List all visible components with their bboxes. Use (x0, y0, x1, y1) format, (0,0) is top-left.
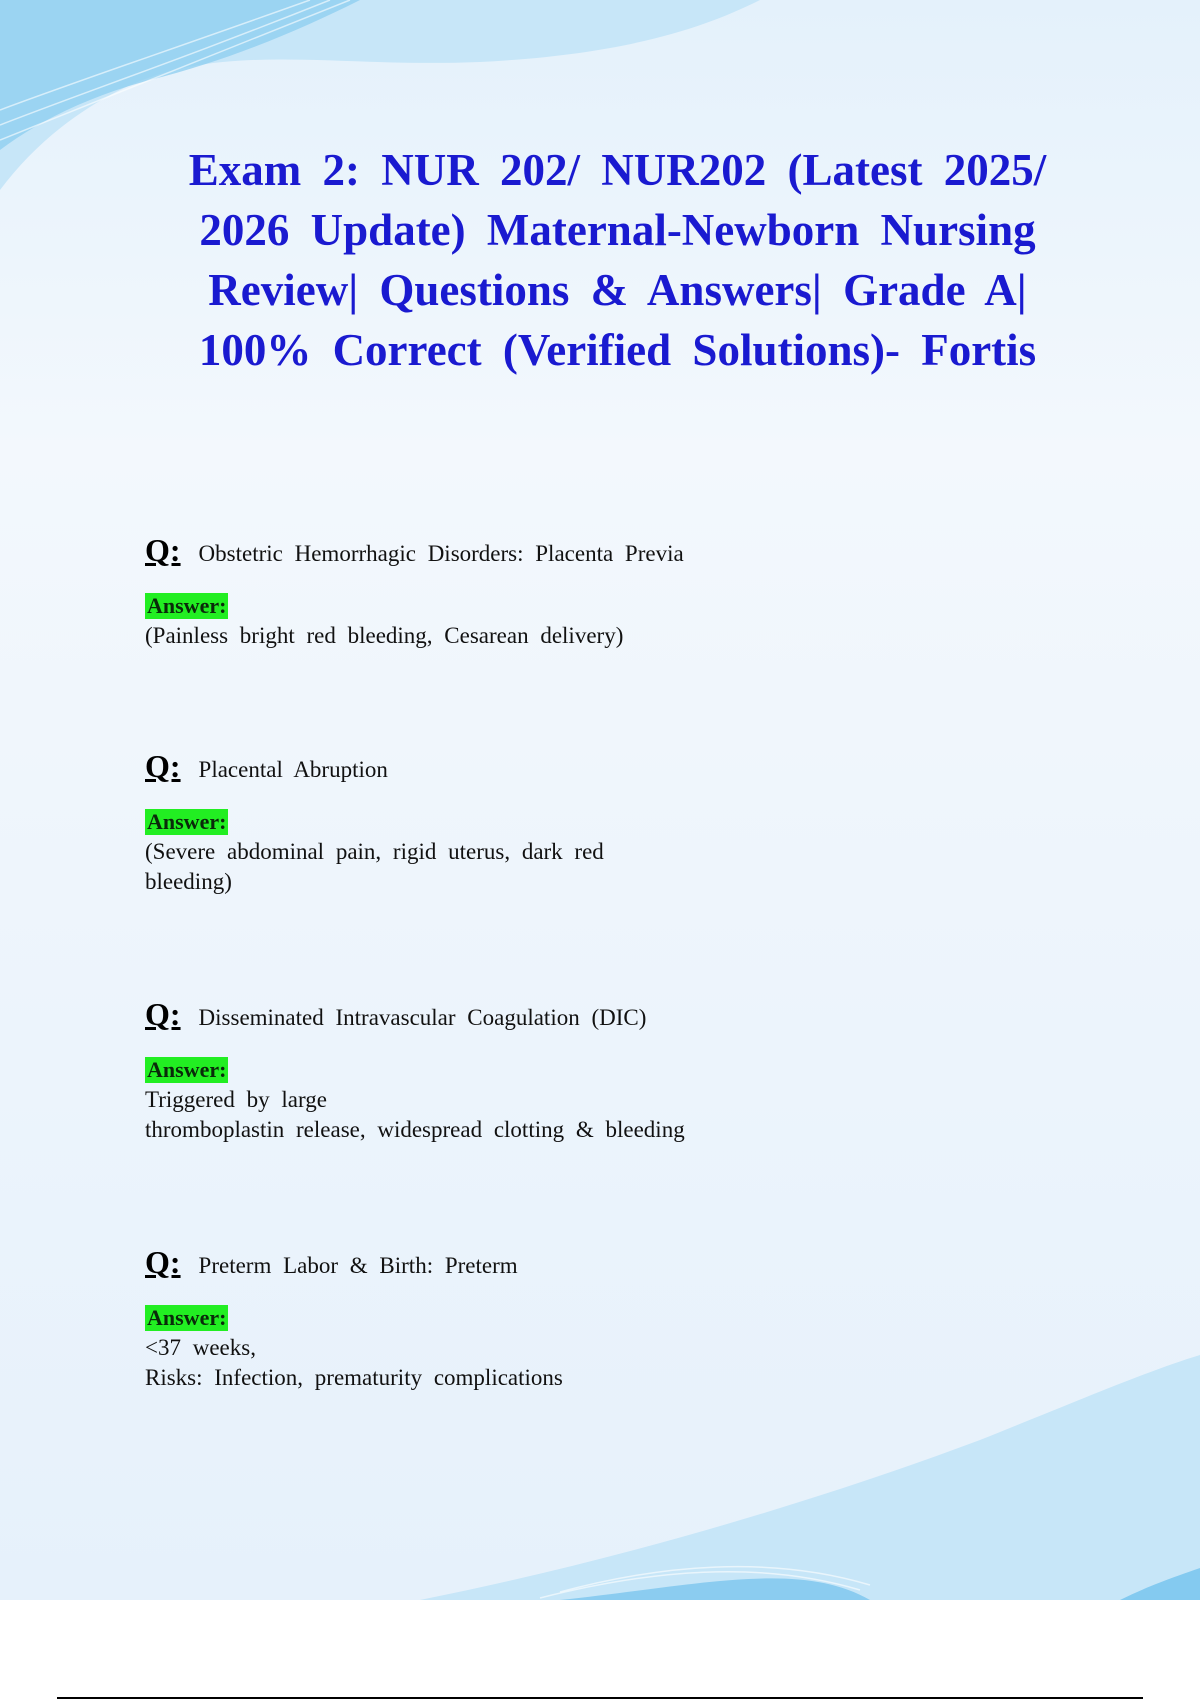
qa-item (145, 748, 905, 897)
footer-divider (57, 1697, 1143, 1699)
answer-label: Answer: (147, 809, 227, 834)
question-marker: Q: (145, 996, 181, 1032)
answer-label: Answer: (147, 1305, 227, 1330)
answer-text: (Painless bright red bleeding, Cesarean delivery) (145, 623, 624, 648)
qa-item (145, 996, 905, 1145)
qa-item (145, 532, 905, 651)
question-marker: Q: (145, 748, 181, 784)
question-text: Disseminated Intravascular Coagulation (DIC) (198, 1005, 647, 1030)
answer-label: Answer: (147, 1057, 227, 1082)
answer-text: Triggered by large thromboplastin release, widespread clotting & bleeding (145, 1087, 685, 1142)
answer-text: (Severe abdominal pain, rigid uterus, dark red bleeding) (145, 839, 604, 894)
qa-item (145, 1244, 905, 1393)
question-marker: Q: (145, 1244, 181, 1280)
document-title: Exam 2: NUR 202/ NUR202 (Latest 2025/ 2026 Update) Maternal-Newborn Nursing Review| Questions & Answers| Grade A| 100% Correct (Verified Solutions)- Fortis (188, 145, 1047, 375)
question-text: Placental Abruption (198, 757, 388, 782)
question-text: Preterm Labor & Birth: Preterm (198, 1253, 518, 1278)
question-text: Obstetric Hemorrhagic Disorders: Placenta Previa (198, 541, 684, 566)
question-marker: Q: (145, 532, 181, 568)
answer-label: Answer: (147, 593, 227, 618)
answer-text: <37 weeks, Risks: Infection, prematurity complications (145, 1335, 563, 1390)
